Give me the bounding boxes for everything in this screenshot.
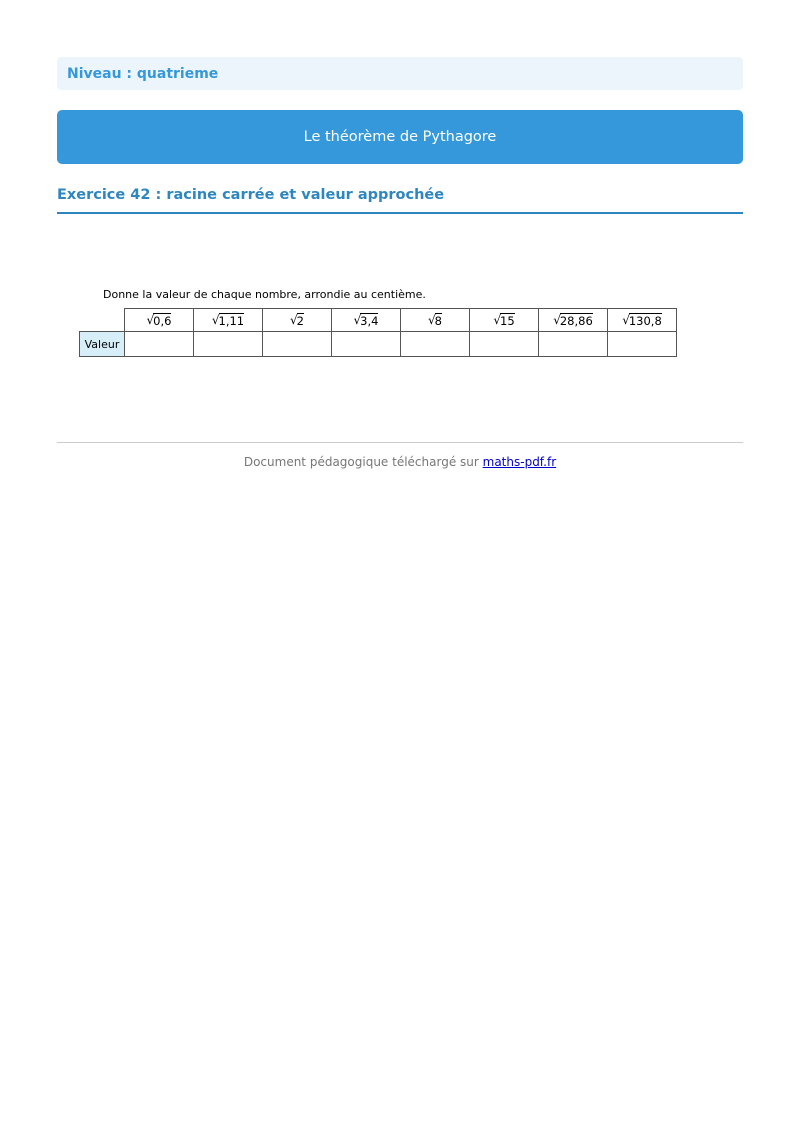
- sqrt-symbol: √: [211, 312, 220, 327]
- exercise-title: Exercice 42 : racine carrée et valeur approchée: [57, 184, 743, 214]
- radicand: 15: [500, 313, 515, 328]
- chapter-title-banner: [57, 110, 743, 164]
- radicand: 28,86: [559, 313, 593, 328]
- sqrt-symbol: √: [146, 312, 155, 327]
- exercise-table: [79, 308, 677, 357]
- radicand: 8: [434, 313, 442, 328]
- table-header-cell: [263, 309, 332, 332]
- table-header-cell: [539, 309, 608, 332]
- table-header-cell: [401, 309, 470, 332]
- sqrt-symbol: √: [290, 312, 298, 327]
- sqrt-symbol: √: [493, 312, 501, 327]
- level-text: Niveau : quatrieme: [67, 65, 219, 82]
- row-label-valeur: Valeur: [80, 332, 125, 357]
- sqrt-symbol: √: [353, 312, 362, 327]
- radicand: 2: [296, 313, 304, 328]
- chapter-title: Le théorème de Pythagore: [303, 129, 497, 145]
- footer: [0, 455, 800, 469]
- radicand: 3,4: [360, 313, 379, 328]
- sqrt-symbol: √: [428, 312, 436, 327]
- table-header-cell: [608, 309, 677, 332]
- table-header-cell: [125, 309, 194, 332]
- answer-cell[interactable]: [332, 332, 401, 357]
- answer-cell[interactable]: [125, 332, 194, 357]
- table-header-cell: [470, 309, 539, 332]
- table-answer-row: [80, 332, 677, 357]
- table-corner: [80, 309, 125, 332]
- answer-cell[interactable]: [401, 332, 470, 357]
- exercise-instruction: Donne la valeur de chaque nombre, arrondie au centième.: [103, 288, 426, 301]
- answer-cell[interactable]: [194, 332, 263, 357]
- table-header-cell: [194, 309, 263, 332]
- table-header-cell: [332, 309, 401, 332]
- answer-cell[interactable]: [470, 332, 539, 357]
- radicand: 130,8: [628, 313, 662, 328]
- answer-cell[interactable]: [539, 332, 608, 357]
- footer-link[interactable]: maths-pdf.fr: [482, 455, 557, 469]
- table-header-row: [80, 309, 677, 332]
- footer-divider: [57, 442, 743, 443]
- answer-cell[interactable]: [608, 332, 677, 357]
- radicand: 1,11: [218, 313, 245, 328]
- sqrt-symbol: √: [553, 312, 561, 327]
- answer-cell[interactable]: [263, 332, 332, 357]
- level-banner: [57, 57, 743, 90]
- sqrt-symbol: √: [622, 312, 630, 327]
- footer-text: Document pédagogique téléchargé sur: [243, 455, 483, 469]
- radicand: 0,6: [153, 313, 172, 328]
